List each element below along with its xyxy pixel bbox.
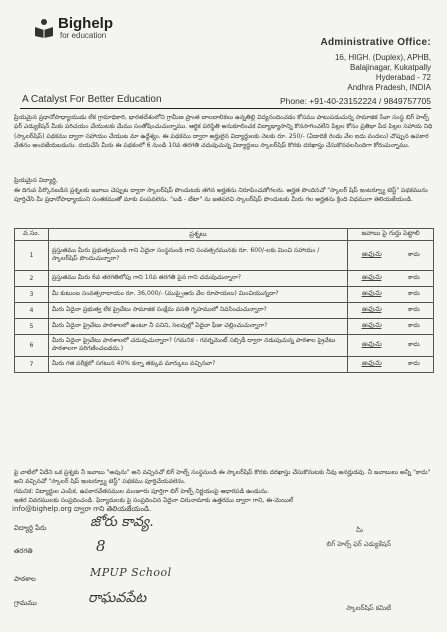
row-number: 1 (15, 240, 49, 270)
table-body (15, 240, 434, 372)
row-answer (348, 302, 434, 318)
answer-no: కాదు (408, 251, 420, 258)
answer-options (348, 359, 433, 369)
answer-options (348, 273, 433, 283)
row-question: మీరు గత పరీక్షలో సగటున 40% కన్నా తక్కువ మార్కులు వచ్చినవా? (48, 356, 347, 372)
row-question: మీరు ఏదైనా ప్రభుత్వ లేక ప్రైవేటు సామాజిక సంక్షేమ వసతి గృహములో నివసించుచున్నారా? (48, 302, 347, 318)
answer-yes: అవును (361, 273, 382, 281)
answer-yes: అవును (361, 340, 382, 348)
tagline: A Catalyst For Better Education (22, 94, 162, 105)
answer-yes: అవును (361, 250, 382, 258)
village-handwritten: రాఘవపేట (88, 590, 147, 606)
row-number: 5 (15, 318, 49, 334)
row-answer (348, 240, 434, 270)
signoff-committee: స్కాలర్‌షిప్ కమిటీ (346, 604, 391, 612)
answer-no: కాదు (408, 322, 420, 329)
row-answer (348, 356, 434, 372)
row-answer (348, 270, 434, 286)
answer-options (348, 321, 433, 331)
school-handwritten: MPUP School (90, 566, 172, 579)
header-answers: జవాబు పై గుర్తు పెట్టాలి (348, 229, 434, 241)
row-answer (348, 286, 434, 302)
header-questions: ప్రశ్నలు (48, 229, 347, 241)
answer-no: కాదు (408, 360, 420, 367)
book-person-icon (34, 18, 54, 38)
row-answer (348, 334, 434, 356)
row-number: 2 (15, 270, 49, 286)
eligibility-table (14, 228, 434, 373)
answer-options (348, 289, 433, 299)
answer-yes: అవును (361, 359, 382, 367)
brand-name: Bighelp (58, 15, 113, 32)
student-salutation: ప్రియమైన విద్యార్థి, (14, 177, 58, 184)
table-row (15, 302, 434, 318)
row-answer (348, 318, 434, 334)
office-title: Administrative Office: (320, 37, 431, 48)
class-handwritten: 8 (96, 537, 106, 555)
village-row (14, 599, 74, 609)
village-label: గ్రామము (14, 599, 37, 607)
office-address (281, 38, 431, 93)
answer-yes: అవును (361, 305, 382, 313)
answer-no: కాదు (408, 274, 420, 281)
name-row (14, 524, 74, 534)
signoff-line1: మీ (356, 526, 363, 534)
office-line: 16, HIGH. (Duplex), APHB, (334, 53, 431, 62)
class-label: తరగతి (14, 547, 33, 555)
office-line: Andhra Pradesh, INDIA (347, 83, 431, 92)
row-number: 3 (15, 286, 49, 302)
instructions-paragraph: ఈ దిగువ పేర్కొనబడిన ప్రశ్నలకు జవాబు చెప్పుట ద్వారా స్కాలర్‌షిప్ పొందుటకు తగిన అర్హతను నిరూపించుకోగలరు. అర్హత పొందినచో "స్కాలర్‌ షిప్ ఇంటర్వ్యూ టెస్ట్" పథకమును పూర్తిచేసి మీ ప్రధానోపాధ్యాయుని సంతకముతో మాకు పంపవలెను. "బడి - బేటా" ను జతపరచి స్కాలర్‌షిప్ పొందుటకు మీరు గల అర్హతను క్రింది విధముగా తెలియజేయండి. (14, 187, 428, 204)
answer-options (348, 305, 433, 315)
answer-options (348, 340, 433, 350)
note-line: గమనిక: విద్యార్థుల ఎంపిక, ఉపకారవేతనముల మంజూరు పూర్తిగా బిగ్ హెల్ప్ నిర్ణయంపై ఆధారపడి ఉండును. (14, 487, 269, 495)
office-phone: Phone: +91-40-23152224 / 9849757705 (279, 96, 431, 106)
answer-options (348, 250, 433, 260)
table-row (15, 286, 434, 302)
row-number: 4 (15, 302, 49, 318)
answer-yes: అవును (361, 289, 382, 297)
row-question: ప్రస్తుతము మీరు 6వ తరగతిలోపు గాని 10వ తరగతి పైన గాని చదువుచున్నారా? (48, 270, 347, 286)
table-header-row (15, 229, 434, 241)
header-divider (20, 108, 431, 109)
row-question: మీరు ఏదైనా ప్రైవేటు పాఠశాలలో చదువుచున్నారా? (గమనిక - గవర్నమెంట్ సబ్సిడీ ద్వారా నడుపుచున్న పాఠశాల ప్రైవేటు పాఠశాలగా పరిగణించబడదు.) (48, 334, 347, 356)
table-row (15, 240, 434, 270)
row-number: 6 (15, 334, 49, 356)
note-line: ఇతర వివరములకు సంప్రదించండి. ఫిర్యాదులకు పై సంప్రదించిన ఏదైనా చిరునామాకు ఉత్తరము ద్వారా గాని, ఈ-మెయిల్ (14, 496, 294, 504)
office-line: Balajinagar, Kukatpally (350, 63, 431, 72)
row-question: మీరు ఏదైనా ప్రైవేటు పాఠశాలలో ఉంటూ నీ పనిని, సెలవుల్లో ఏదైనా ఫీజు చెల్లించుచున్నారా? (48, 318, 347, 334)
school-label: పాఠశాల (14, 575, 36, 583)
table-row (15, 318, 434, 334)
office-line: Hyderabad - 72 (375, 73, 431, 82)
contact-email: info@bighelp.org ద్వారా గాని తెలియజేయండి. (12, 505, 152, 513)
school-row (14, 575, 74, 585)
intro-paragraph: ప్రియమైన ప్రధానోపాధ్యాయుడు లేక గ్రామాధికారి, భారతదేశంలోని గ్రామీణ ప్రాంత బాలబాలికలు ఉన్నతిల్లి విద్యనందించడం కోసము పాటుపడుచున్న సామాజిక సేవా సంస్థ బిగ్ హెల్ప్ ఫర్ ఎడ్యుకేషన్ మీకు పరిచయం చేయుటకు మేము సంతోషించుచున్నాము. ఆర్థిక పరిస్థితి అనుకూలించక విద్యాభ్యాసాన్ని కొనసాగించలేని పిల్లల కోసం ప్రతిభా పేద పిల్లల సహాయ నిధి (స్కాలర్‌షిప్) పథకము ద్వారా సహాయం చేయుట మా ఉద్దేశ్యం. ఈ పథకము ద్వారా అర్హులైన విద్యార్థులకు నెలకు రూ. 250/- (ఏడాదికి రెండు వేల ఐదు వందలు) చొప్పున ఉపకార వేతనం అందజేయబడును. దయచేసి మీరు ఈ పథకంలో 6 నుండి 10వ తరగతి చదువుచున్న విద్యార్థులు స్కాలర్‌షిప్ కొరకు దరఖాస్తు చేసుకొనవలసిందిగా కోరుచున్నాము. (14, 114, 433, 149)
answer-no: కాదు (408, 341, 420, 348)
table-row (15, 270, 434, 286)
letterhead (14, 0, 435, 108)
table-row (15, 356, 434, 372)
answer-yes: అవును (361, 321, 382, 329)
brand-logo (34, 16, 113, 40)
note-line: పై వాటిలో ఏదేని ఒక ప్రశ్నకు నీ జవాబు "అవును" అని వచ్చినచో బిగ్ హెల్ప్ సంస్థనుండి ఈ స్కాలర్‌షిప్ కొరకు దరఖాస్తు చేసుకొనుటకు నీవు అనర్హుడవు. నీ జవాబులు అన్నీ "కాదు" అని వచ్చినచో "స్కాలర్‌ షిప్ ఇంటర్వ్యూ టెస్ట్" పథకము పూర్తిచేయవలెను. (14, 469, 431, 486)
class-row (14, 547, 74, 557)
name-label: విద్యార్థి పేరు (14, 524, 47, 532)
table-row (15, 334, 434, 356)
signoff-line2: బిగ్ హెల్ప్ ఫర్ ఎడ్యుకేషన్ (326, 540, 391, 548)
header-number: వ.సం. (15, 229, 49, 241)
row-question: ప్రస్తుతము మీరు ప్రభుత్వముండి గాని ఏదైనా సంస్థనుండి గాని సంవత్సరమునకు రూ. 600/-లకు మించి సహాయం / స్కాలర్‌షిప్ పొందుచున్నారా? (48, 240, 347, 270)
row-number: 7 (15, 356, 49, 372)
answer-no: కాదు (408, 290, 420, 297)
answer-no: కాదు (408, 306, 420, 313)
row-question: మీ కుటుంబ సంవత్సరాదాయం రూ. 36,000/- (ముప్పైఆరు వేల రూపాయలు) మించియున్నదా? (48, 286, 347, 302)
name-handwritten: జోరు కావ్య. (90, 514, 154, 530)
brand-sub: for education (60, 31, 107, 40)
notes-block (14, 468, 433, 505)
